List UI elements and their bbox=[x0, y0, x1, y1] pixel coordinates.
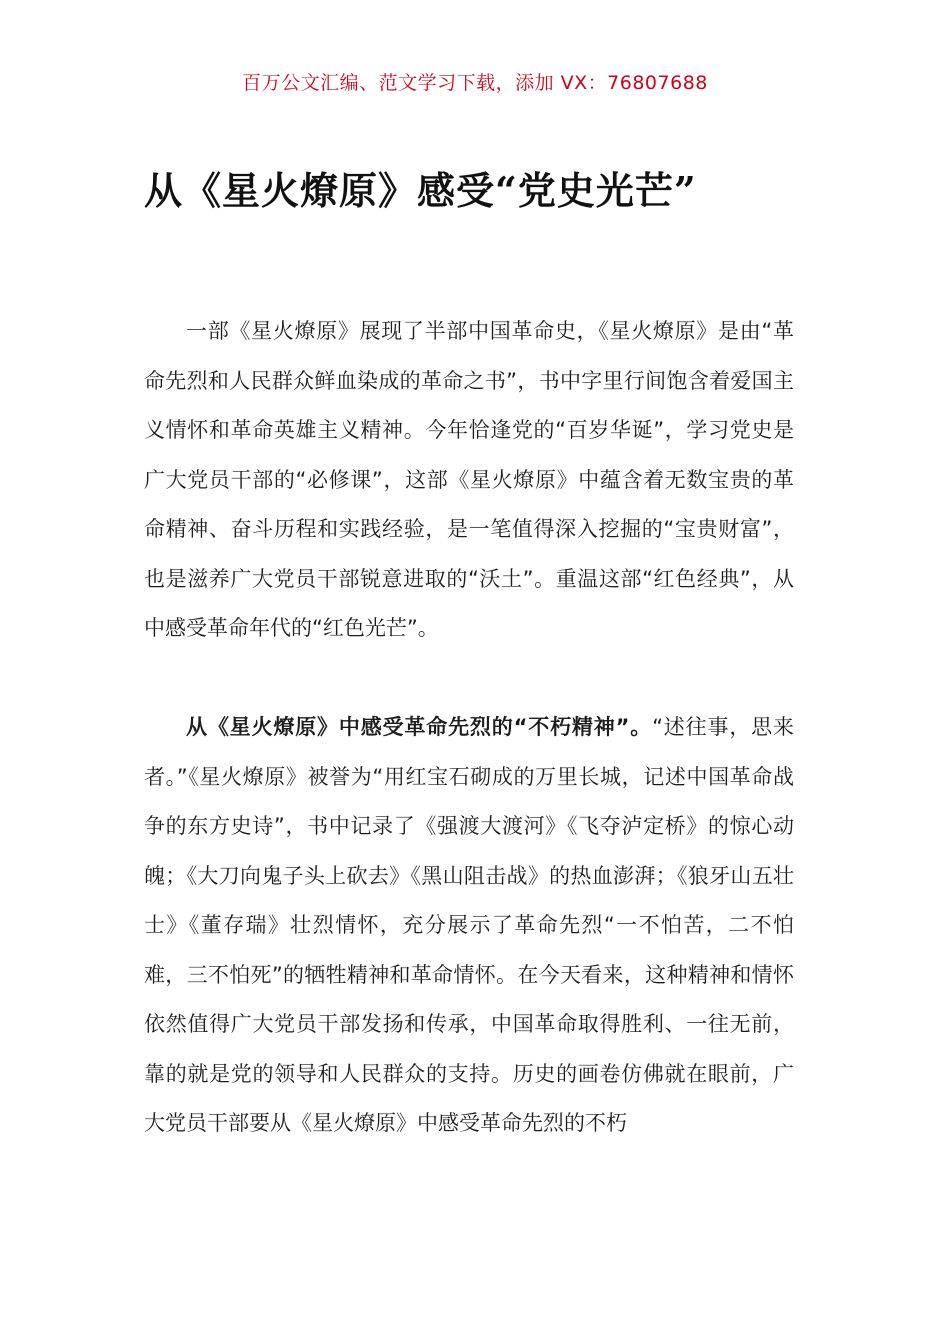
paragraph-lead-sentence: 从《星火燎原》中感受革命先烈的“不朽精神”。 bbox=[186, 715, 653, 739]
body-paragraph bbox=[144, 703, 794, 1149]
body-paragraph bbox=[144, 307, 794, 654]
paragraph-text: 一部《星火燎原》展现了半部中国革命史，《星火燎原》是由“革命先烈和人民群众鲜血染成的革命之书”，书中字里行间饱含着爱国主义情怀和革命英雄主义精神。今年恰逢党的“百岁华诞”，学习党史是广大党员干部的“必修课”，这部《星火燎原》中蕴含着无数宝贵的革命精神、奋斗历程和实践经验，是一笔值得深入挖掘的“宝贵财富”，也是滋养广大党员干部锐意进取的“沃土”。重温这部“红色经典”，从中感受革命年代的“红色光芒”。 bbox=[144, 319, 794, 640]
document-title: 从《星火燎原》感受“党史光芒” bbox=[144, 168, 697, 213]
paragraph-text: “述往事，思来者。”《星火燎原》被誉为“用红宝石砌成的万里长城，记述中国革命战争的东方史诗”，书中记录了《强渡大渡河》《飞夺泸定桥》的惊心动魄；《大刀向鬼子头上砍去》《黑山阻击战》的热血澎湃；《狼牙山五壮士》《董存瑞》壮烈情怀，充分展示了革命先烈“一不怕苦，二不怕难，三不怕死”的牺牲精神和革命情怀。在今天看来，这种精神和情怀依然值得广大党员干部发扬和传承，中国革命取得胜利、一往无前，靠的就是党的领导和人民群众的支持。历史的画卷仿佛就在眼前，广大党员干部要从《星火燎原》中感受革命先烈的不朽 bbox=[144, 715, 794, 1135]
header-watermark-note: 百万公文汇编、范文学习下载，添加 VX：76807688 bbox=[242, 72, 708, 94]
